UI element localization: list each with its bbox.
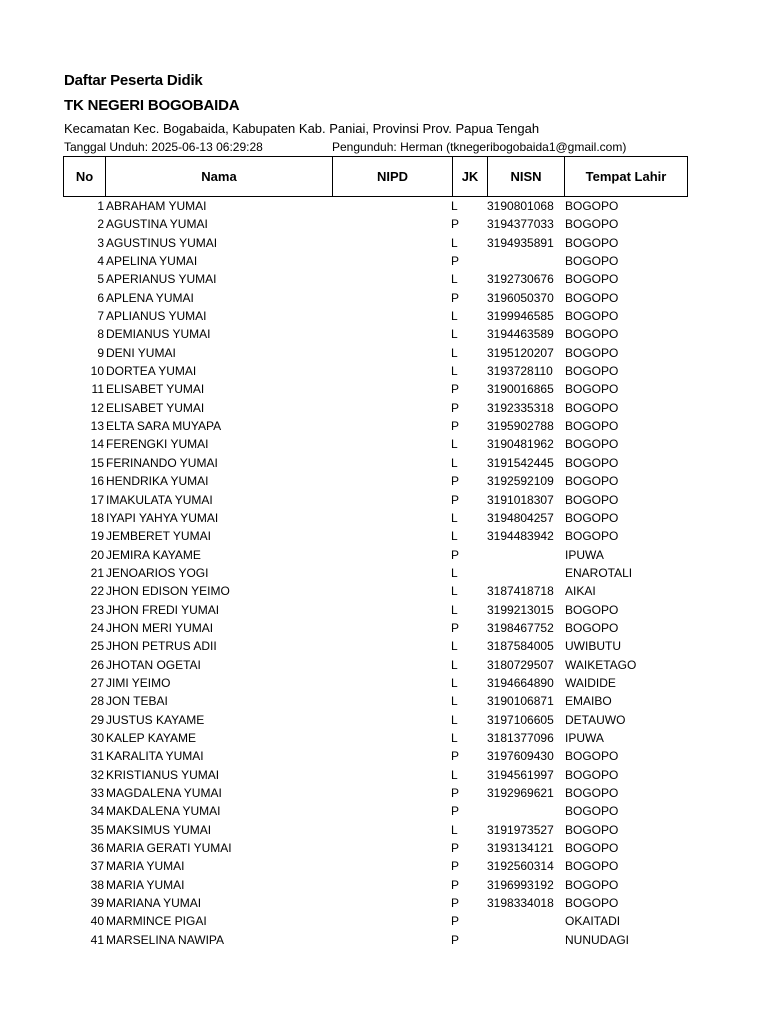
table-row: [63, 362, 688, 380]
student-name: APERIANUS YUMAI: [106, 272, 217, 287]
student-gender: L: [451, 822, 458, 837]
student-name: DORTEA YUMAI: [106, 364, 197, 379]
student-birthplace: BOGOPO: [565, 327, 619, 342]
student-birthplace: BOGOPO: [565, 749, 619, 764]
student-gender: P: [451, 620, 460, 635]
student-name: AGUSTINA YUMAI: [106, 217, 208, 232]
row-number: 32: [90, 767, 104, 782]
student-birthplace: BOGOPO: [565, 767, 619, 782]
student-birthplace: NUNUDAGI: [565, 932, 630, 947]
row-number: 41: [90, 932, 104, 947]
student-gender: P: [451, 400, 460, 415]
student-birthplace: WAIKETAGO: [565, 657, 637, 672]
row-number: 39: [90, 896, 104, 911]
student-name: JON TEBAI: [106, 694, 168, 709]
table-row: [63, 380, 688, 398]
row-number: 11: [91, 382, 104, 397]
student-gender: L: [451, 345, 458, 360]
row-number: 15: [90, 455, 104, 470]
student-name: MARIA GERATI YUMAI: [106, 841, 232, 856]
student-nisn: 3180729507: [487, 657, 554, 672]
table-row: [63, 876, 688, 894]
row-number: 7: [97, 309, 104, 324]
student-name: FERINANDO YUMAI: [106, 455, 218, 470]
column-header-nipd: NIPD: [333, 157, 453, 197]
row-number: 12: [90, 400, 104, 415]
student-gender: P: [451, 419, 460, 434]
row-number: 17: [90, 492, 104, 507]
student-gender: L: [451, 767, 458, 782]
student-birthplace: UWIBUTU: [565, 639, 621, 654]
student-birthplace: BOGOPO: [565, 309, 619, 324]
student-name: IYAPI YAHYA YUMAI: [106, 510, 219, 525]
student-name: APLIANUS YUMAI: [106, 309, 207, 324]
row-number: 5: [97, 272, 104, 287]
student-gender: P: [451, 932, 460, 947]
student-birthplace: BOGOPO: [565, 235, 619, 250]
row-number: 34: [90, 804, 104, 819]
student-name: KARALITA YUMAI: [106, 749, 204, 764]
student-birthplace: BOGOPO: [565, 474, 619, 489]
student-gender: P: [451, 547, 460, 562]
student-birthplace: WAIDIDE: [565, 675, 616, 690]
student-gender: L: [451, 437, 458, 452]
student-gender: P: [451, 749, 460, 764]
row-number: 38: [90, 877, 104, 892]
student-nisn: 3190481962: [487, 437, 554, 452]
table-row: [63, 894, 688, 912]
table-row: [63, 399, 688, 417]
student-birthplace: ENAROTALI: [565, 565, 633, 580]
student-name: HENDRIKA YUMAI: [106, 474, 209, 489]
student-gender: L: [451, 584, 458, 599]
table-row: [63, 270, 688, 288]
student-nisn: 3187418718: [487, 584, 554, 599]
student-birthplace: OKAITADI: [565, 914, 621, 929]
table-row: [63, 509, 688, 527]
student-name: JHOTAN OGETAI: [106, 657, 201, 672]
student-name: MARIA YUMAI: [106, 859, 185, 874]
table-row: [63, 857, 688, 875]
student-gender: P: [451, 804, 460, 819]
student-gender: P: [451, 859, 460, 874]
table-row: [63, 931, 688, 949]
student-birthplace: DETAUWO: [565, 712, 626, 727]
student-nisn: 3193728110: [487, 364, 553, 379]
student-gender: L: [451, 639, 458, 654]
student-birthplace: EMAIBO: [565, 694, 612, 709]
row-number: 35: [90, 822, 104, 837]
column-header-nama: Nama: [106, 157, 333, 197]
table-row: [63, 692, 688, 710]
row-number: 4: [97, 254, 104, 269]
row-number: 20: [90, 547, 104, 562]
table-row: [63, 821, 688, 839]
student-name: IMAKULATA YUMAI: [106, 492, 213, 507]
student-birthplace: BOGOPO: [565, 620, 619, 635]
table-row: [63, 656, 688, 674]
student-nisn: 3190106871: [487, 694, 554, 709]
student-nisn: 3199946585: [487, 309, 554, 324]
student-name: MAGDALENA YUMAI: [106, 786, 222, 800]
student-nisn: 3194377033: [487, 217, 554, 232]
student-gender: L: [451, 712, 458, 727]
doc-title: Daftar Peserta Didik: [64, 72, 203, 89]
student-birthplace: BOGOPO: [565, 217, 619, 232]
student-name: FERENGKI YUMAI: [106, 437, 209, 452]
table-row: [63, 344, 688, 362]
student-gender: L: [451, 364, 458, 379]
student-nisn: 3194804257: [487, 510, 554, 525]
row-number: 10: [90, 364, 104, 379]
student-name: DEMIANUS YUMAI: [106, 327, 211, 342]
student-nisn: 3190801068: [487, 199, 554, 213]
student-birthplace: BOGOPO: [565, 455, 619, 470]
student-nisn: 3187584005: [487, 639, 554, 654]
student-birthplace: BOGOPO: [565, 877, 619, 892]
student-gender: P: [451, 290, 460, 305]
student-gender: P: [451, 254, 460, 269]
student-gender: L: [451, 657, 458, 672]
student-name: MARSELINA NAWIPA: [106, 932, 225, 947]
table-row: [63, 546, 688, 564]
student-name: JEMIRA KAYAME: [106, 547, 201, 562]
student-name: JHON EDISON YEIMO: [106, 584, 230, 599]
table-row: [63, 252, 688, 270]
student-name: ABRAHAM YUMAI: [106, 199, 207, 213]
student-gender: L: [451, 235, 458, 250]
student-gender: P: [451, 217, 460, 232]
student-nisn: 3197106605: [487, 712, 554, 727]
table-row: [63, 472, 688, 490]
row-number: 24: [90, 620, 104, 635]
table-row: [63, 491, 688, 509]
student-birthplace: BOGOPO: [565, 400, 619, 415]
table-row: [63, 417, 688, 435]
student-birthplace: BOGOPO: [565, 529, 619, 544]
student-gender: P: [451, 474, 460, 489]
table-row: [63, 564, 688, 582]
student-nisn: 3192592109: [487, 474, 554, 489]
row-number: 33: [90, 786, 104, 800]
student-gender: L: [451, 510, 458, 525]
row-number: 30: [90, 730, 104, 745]
student-nisn: 3198334018: [487, 896, 554, 911]
table-row: [63, 601, 688, 619]
student-nisn: 3194664890: [487, 675, 554, 690]
student-nisn: 3194935891: [487, 235, 554, 250]
student-gender: P: [451, 492, 460, 507]
student-birthplace: BOGOPO: [565, 382, 619, 397]
student-gender: P: [451, 914, 460, 929]
student-gender: P: [451, 382, 460, 397]
student-nisn: 3192730676: [487, 272, 554, 287]
student-gender: L: [451, 730, 458, 745]
row-number: 29: [90, 712, 104, 727]
student-nisn: 3194483942: [487, 529, 554, 544]
table-row: [63, 729, 688, 747]
table-row: [63, 234, 688, 252]
table-header: [63, 156, 688, 197]
row-number: 16: [90, 474, 104, 489]
row-number: 1: [97, 199, 104, 213]
row-number: 21: [90, 565, 104, 580]
student-birthplace: BOGOPO: [565, 419, 619, 434]
row-number: 13: [90, 419, 104, 434]
student-nisn: 3191542445: [487, 455, 554, 470]
student-name: APLENA YUMAI: [106, 290, 194, 305]
student-gender: L: [451, 694, 458, 709]
student-gender: L: [451, 455, 458, 470]
column-header-jk: JK: [453, 157, 488, 197]
student-name: DENI YUMAI: [106, 345, 176, 360]
table-row: [63, 637, 688, 655]
column-header-nisn: NISN: [488, 157, 565, 197]
student-name: JENOARIOS YOGI: [106, 565, 209, 580]
row-number: 36: [90, 841, 104, 856]
student-name: JIMI YEIMO: [106, 675, 171, 690]
student-birthplace: AIKAI: [565, 584, 596, 599]
student-nisn: 3192560314: [487, 859, 554, 874]
student-name: ELTA SARA MUYAPA: [106, 419, 222, 434]
student-nisn: 3194561997: [487, 767, 554, 782]
student-gender: P: [451, 786, 460, 800]
table-row: [63, 582, 688, 600]
student-nisn: 3181377096: [487, 730, 554, 745]
student-birthplace: BOGOPO: [565, 492, 619, 507]
student-name: MARIANA YUMAI: [106, 896, 202, 911]
student-birthplace: BOGOPO: [565, 510, 619, 525]
column-header-no: No: [64, 157, 106, 197]
table-row: [63, 307, 688, 325]
student-name: MARMINCE PIGAI: [106, 914, 207, 929]
row-number: 14: [90, 437, 104, 452]
student-nisn: 3196050370: [487, 290, 554, 305]
student-name: MARIA YUMAI: [106, 877, 185, 892]
table-row: [63, 674, 688, 692]
table-row: [63, 619, 688, 637]
student-gender: L: [451, 199, 458, 213]
student-birthplace: BOGOPO: [565, 602, 619, 617]
row-number: 37: [90, 859, 104, 874]
student-name: MAKSIMUS YUMAI: [106, 822, 212, 837]
row-number: 22: [90, 584, 104, 599]
column-header-tempat-lahir: Tempat Lahir: [565, 157, 688, 197]
student-birthplace: BOGOPO: [565, 896, 619, 911]
row-number: 31: [90, 749, 104, 764]
table-row: [63, 454, 688, 472]
table-row: [63, 802, 688, 820]
student-nisn: 3197609430: [487, 749, 554, 764]
student-gender: L: [451, 565, 458, 580]
table-row: [63, 527, 688, 545]
row-number: 40: [90, 914, 104, 929]
downloader-info: Pengunduh: Herman (tknegeribogobaida1@gmail.com): [332, 140, 627, 154]
student-birthplace: BOGOPO: [565, 822, 619, 837]
student-gender: L: [451, 309, 458, 324]
student-birthplace: BOGOPO: [565, 437, 619, 452]
table-row: [63, 325, 688, 343]
table-row: [63, 839, 688, 857]
student-name: MAKDALENA YUMAI: [106, 804, 221, 819]
student-name: JHON MERI YUMAI: [106, 620, 214, 635]
student-gender: L: [451, 529, 458, 544]
student-name: KRISTIANUS YUMAI: [106, 767, 220, 782]
student-name: JUSTUS KAYAME: [106, 712, 205, 727]
student-nisn: 3196993192: [487, 877, 554, 892]
student-gender: P: [451, 896, 460, 911]
student-birthplace: BOGOPO: [565, 364, 619, 379]
student-birthplace: BOGOPO: [565, 272, 619, 287]
student-birthplace: BOGOPO: [565, 290, 619, 305]
student-name: ELISABET YUMAI: [106, 382, 205, 397]
student-birthplace: BOGOPO: [565, 859, 619, 874]
student-nisn: 3194463589: [487, 327, 554, 342]
table-row: [63, 197, 688, 215]
student-nisn: 3193134121: [487, 841, 554, 856]
student-gender: L: [451, 327, 458, 342]
row-number: 23: [90, 602, 104, 617]
student-birthplace: BOGOPO: [565, 199, 619, 213]
student-gender: L: [451, 602, 458, 617]
row-number: 6: [97, 290, 104, 305]
student-nisn: 3199213015: [487, 602, 554, 617]
location-line: Kecamatan Kec. Bogabaida, Kabupaten Kab. Paniai, Provinsi Prov. Papua Tengah: [64, 121, 540, 136]
student-birthplace: BOGOPO: [565, 345, 619, 360]
student-nisn: 3198467752: [487, 620, 554, 635]
table-row: [63, 435, 688, 453]
table-row: [63, 711, 688, 729]
student-birthplace: IPUWA: [565, 547, 604, 562]
row-number: 8: [97, 327, 104, 342]
student-name: JHON FREDI YUMAI: [106, 602, 220, 617]
row-number: 18: [90, 510, 104, 525]
table-row: [63, 215, 688, 233]
student-birthplace: BOGOPO: [565, 786, 619, 800]
student-nisn: 3191973527: [487, 822, 554, 837]
student-birthplace: BOGOPO: [565, 804, 619, 819]
row-number: 25: [90, 639, 104, 654]
table-row: [63, 784, 688, 802]
student-birthplace: BOGOPO: [565, 254, 619, 269]
row-number: 3: [97, 235, 104, 250]
student-name: KALEP KAYAME: [106, 730, 197, 745]
student-gender: L: [451, 675, 458, 690]
table-row: [63, 289, 688, 307]
school-name: TK NEGERI BOGOBAIDA: [64, 97, 240, 114]
table-row: [63, 747, 688, 765]
student-name: ELISABET YUMAI: [106, 400, 205, 415]
student-name: APELINA YUMAI: [106, 254, 198, 269]
student-nisn: 3192335318: [487, 400, 554, 415]
student-name: JEMBERET YUMAI: [106, 529, 211, 544]
student-nisn: 3192969621: [487, 786, 554, 800]
student-name: AGUSTINUS YUMAI: [106, 235, 218, 250]
row-number: 28: [90, 694, 104, 709]
student-gender: L: [451, 272, 458, 287]
row-number: 9: [97, 345, 104, 360]
student-name: JHON PETRUS ADII: [106, 639, 217, 654]
student-list: [63, 197, 688, 949]
student-gender: P: [451, 841, 460, 856]
student-birthplace: BOGOPO: [565, 841, 619, 856]
student-nisn: 3191018307: [487, 492, 554, 507]
student-birthplace: IPUWA: [565, 730, 604, 745]
row-number: 27: [90, 675, 104, 690]
student-nisn: 3190016865: [487, 382, 554, 397]
row-number: 19: [90, 529, 104, 544]
row-number: 2: [97, 217, 104, 232]
student-nisn: 3195902788: [487, 419, 554, 434]
table-row: [63, 912, 688, 930]
student-gender: P: [451, 877, 460, 892]
download-date: Tanggal Unduh: 2025-06-13 06:29:28: [64, 140, 263, 154]
row-number: 26: [90, 657, 104, 672]
student-nisn: 3195120207: [487, 345, 554, 360]
table-row: [63, 766, 688, 784]
